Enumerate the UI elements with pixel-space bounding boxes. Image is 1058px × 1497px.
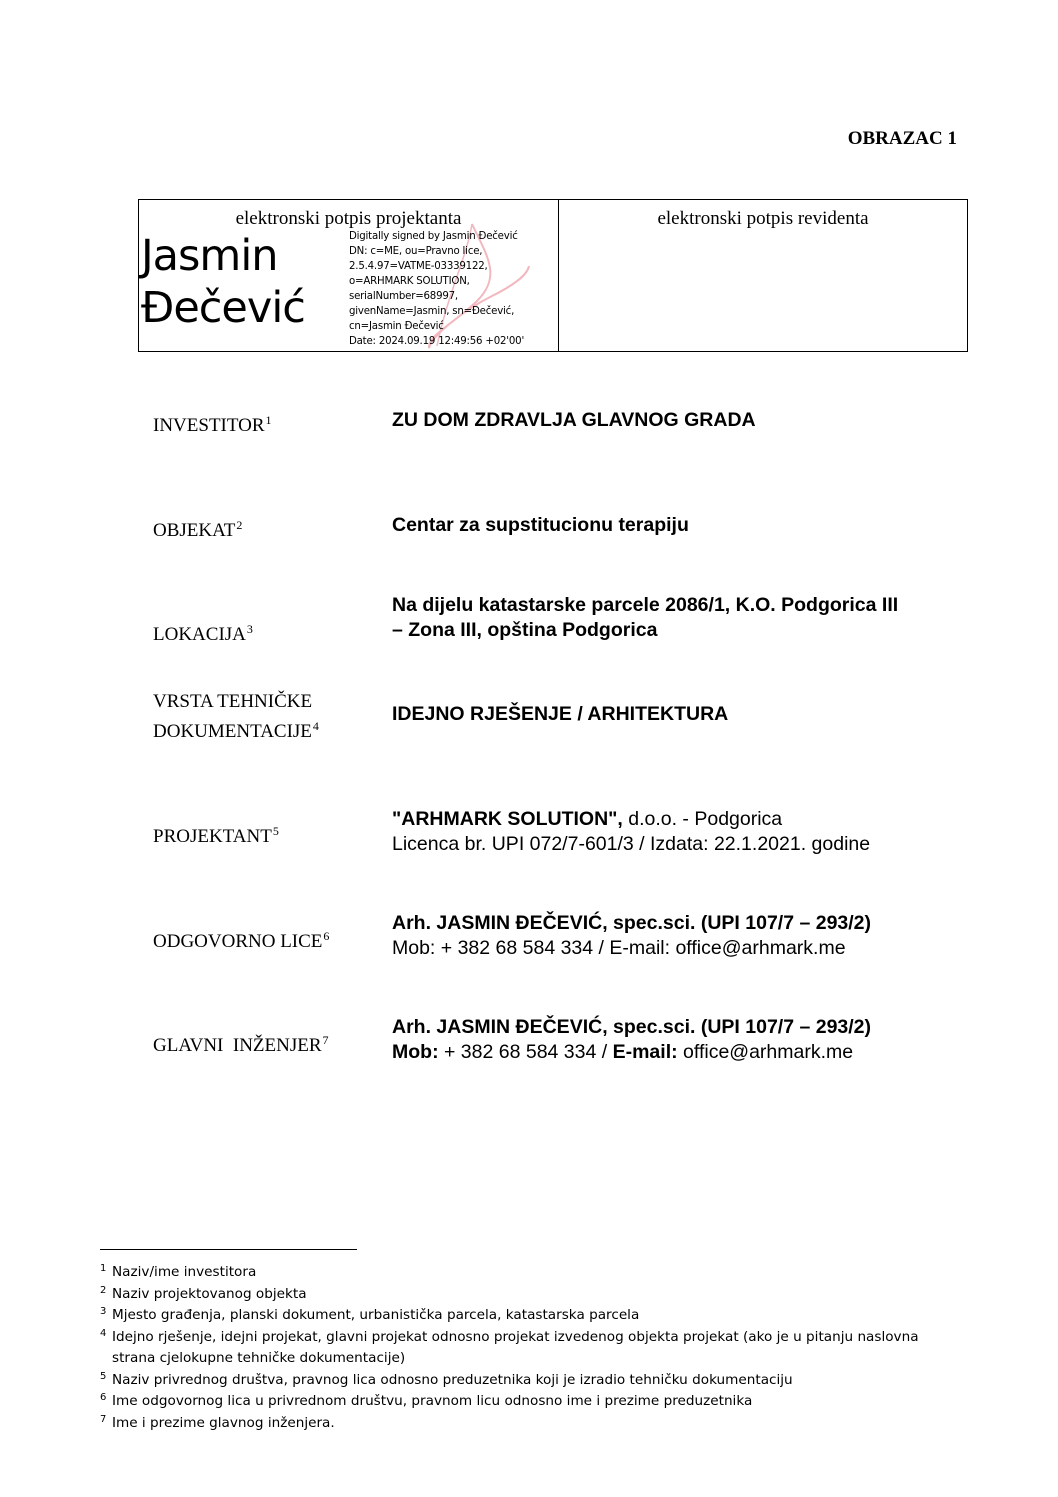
footnote: 1 Naziv/ime investitora [100,1263,257,1280]
vrsta-value: IDEJNO RJEŠENJE / ARHITEKTURA [392,703,729,725]
footnote: 5 Naziv privrednog društva, pravnog lica odnosno preduzetnika koji je izradio tehničku dokumentaciju [100,1370,793,1388]
reviewer-signature-cell [559,200,967,351]
signer-name-line2: Đečević [141,283,305,333]
signature-detail-line: DN: c=ME, ou=Pravno lice, [349,246,483,257]
designer-signature-cell [139,200,559,351]
footnote-divider [100,1249,357,1250]
glavni-inzenjer-label: GLAVNI INŽENJER$^7$ [153,1033,329,1056]
footnote-ref: 5 [272,824,279,838]
signature-detail-line: cn=Jasmin Đečević [349,321,444,332]
footnote-ref: 4 [312,719,319,733]
lokacija-value-line1: Na dijelu katastarske parcele 2086/1, K.O. Podgorica III [392,594,899,616]
footnote-ref: 1 [265,413,272,427]
designer-signature-header: elektronski potpis projektanta [235,208,462,229]
glavni-inzenjer-value [392,1015,962,1064]
footnote: 3 Mjesto građenja, planski dokument, urbanistička parcela, katastarska parcela [100,1306,640,1323]
signature-detail-line: o=ARHMARK SOLUTION, [349,276,470,287]
projektant-label: PROJEKTANT$^5$ [153,824,279,847]
investitor-label: INVESTITOR$^1$ [153,413,272,436]
signature-detail-line: 2.5.4.97=VATME-03339122, [349,261,488,272]
lokacija-label: LOKACIJA$^3$ [153,622,253,645]
lokacija-value [392,593,962,642]
signature-detail-line: givenName=Jasmin, sn=Đečević, [349,306,515,317]
signer-name [141,230,305,334]
odgovorno-lice-value [392,911,962,960]
objekat-label: OBJEKAT$^2$ [153,518,243,541]
footnotes [100,1262,920,1434]
signature-details [349,229,554,349]
footnote-ref: 6 [323,929,330,943]
footnote-ref: 2 [236,518,243,532]
odgovorno-lice-contact: Mob: + 382 68 584 334 / E-mail: office@arhmark.me [392,936,846,959]
footnote: 6 Ime odgovornog lica u privrednom društvu, pravnom licu odnosno ime i prezime preduzetnika [100,1392,753,1409]
investitor-value: ZU DOM ZDRAVLJA GLAVNOG GRADA [392,409,756,431]
footnote: 4 Idejno rješenje, idejni projekat, glavni projekat odnosno projekat izvedenog objekta projekat (ako je u pitanju naslovna strana cjelokupne tehničke dokumentacije) [100,1327,919,1366]
footnote: 2 Naziv projektovanog objekta [100,1284,307,1302]
odgovorno-lice-name: Arh. JASMIN ĐEČEVIĆ, spec.sci. (UPI 107/7 – 293/2) [392,912,872,934]
glavni-inzenjer-name: Arh. JASMIN ĐEČEVIĆ, spec.sci. (UPI 107/7 – 293/2) [392,1016,872,1038]
objekat-value: Centar za supstitucionu terapiju [392,514,689,536]
mob-label: Mob: [392,1040,439,1063]
signer-name-line1: Jasmin [141,231,278,281]
reviewer-signature-header: elektronski potpis revidenta [657,208,869,229]
signature-table [138,199,968,352]
email-value: office@arhmark.me [677,1040,854,1063]
footnote-ref: 7 [322,1033,329,1047]
projektant-company-suffix: d.o.o. - Podgorica [622,808,783,830]
signature-detail-line: serialNumber=68997, [349,291,458,302]
projektant-licence: Licenca br. UPI 072/7-601/3 / Izdata: 22.1.2021. godine [392,832,871,855]
form-label: OBRAZAC 1 [847,128,957,149]
footnote: 7 Ime i prezime glavnog inženjera. [100,1413,335,1431]
email-label: E-mail: [612,1040,678,1063]
vrsta-label: VRSTA TEHNIČKE DOKUMENTACIJE$^4$ [153,691,319,742]
projektant-value [392,807,962,856]
footnote-ref: 3 [246,622,253,636]
odgovorno-lice-label: ODGOVORNO LICE$^6$ [153,929,330,952]
signature-detail-line: Date: 2024.09.19 12:49:56 +02'00' [349,336,525,347]
lokacija-value-line2: – Zona III, opština Podgorica [392,618,658,641]
mob-value: + 382 68 584 334 / [438,1040,613,1063]
signature-detail-line: Digitally signed by Jasmin Đečević [349,231,518,242]
projektant-company: "ARHMARK SOLUTION", [392,808,623,830]
